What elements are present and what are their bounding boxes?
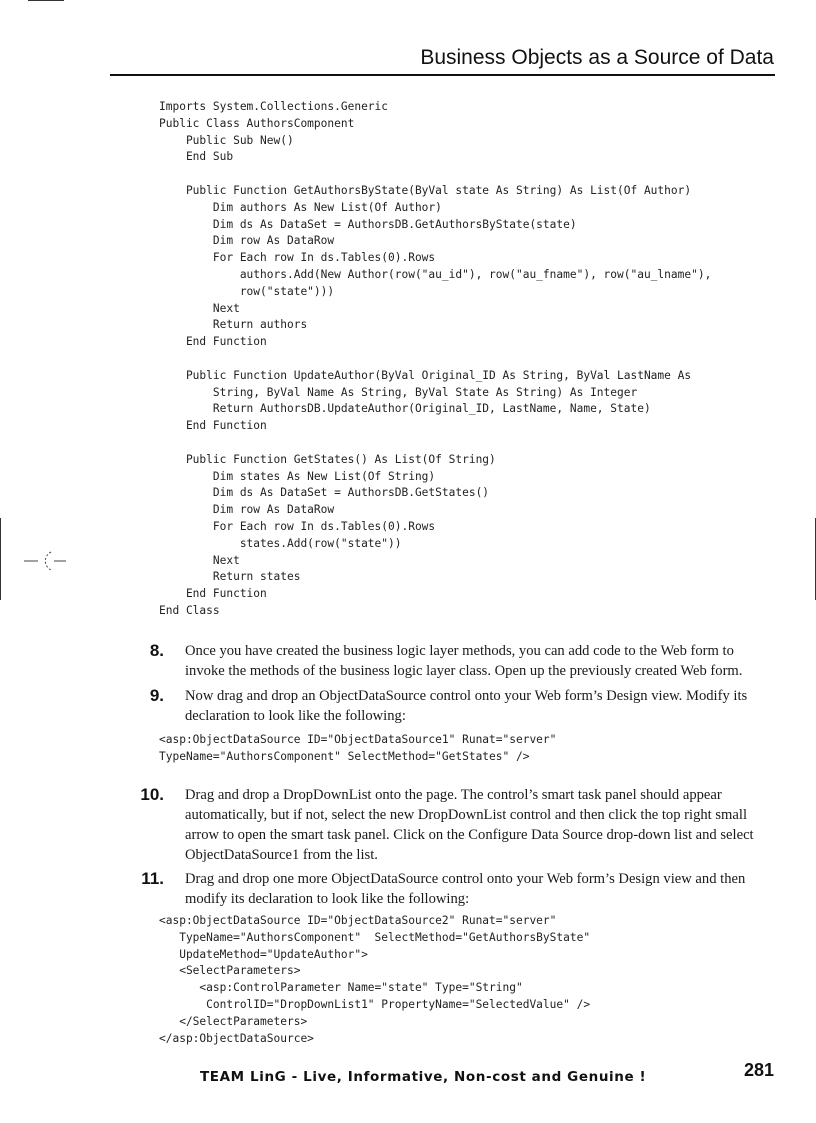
header-rule xyxy=(110,74,775,76)
page-number: 281 xyxy=(743,1060,774,1080)
code-line: UpdateMethod="UpdateAuthor"> xyxy=(159,947,368,961)
code-line: Dim ds As DataSet = AuthorsDB.GetAuthorsByState(state) xyxy=(159,217,577,231)
code-line: states.Add(row("state")) xyxy=(159,536,402,550)
running-header-title: Business Objects as a Source of Data xyxy=(420,46,774,69)
code-line: Return states xyxy=(159,570,301,584)
step-number: 11. xyxy=(141,869,164,888)
code-line: Return AuthorsDB.UpdateAuthor(Original_ID, LastName, Name, State) xyxy=(159,402,651,416)
code-line: Return authors xyxy=(159,318,308,332)
code-line xyxy=(159,435,711,452)
step-9 xyxy=(130,686,775,726)
step-text: Once you have created the business logic layer methods, you can add code to the Web form to invoke the methods of the business logic layer class. Open up the previously created Web form. xyxy=(185,643,743,679)
code-line: String, ByVal Name As String, ByVal State As String) As Integer xyxy=(159,385,638,399)
code-line: Public Function GetAuthorsByState(ByVal state As String) As List(Of Author) xyxy=(159,183,692,197)
left-margin-mark xyxy=(0,518,1,600)
code-line xyxy=(159,166,711,183)
code-line: <asp:ObjectDataSource ID="ObjectDataSource1" Runat="server" xyxy=(159,733,557,746)
code-listing-objectdatasource1 xyxy=(159,732,556,766)
step-10 xyxy=(130,785,775,865)
step-text: Drag and drop one more ObjectDataSource control onto your Web form’s Design view and then modify its declaration to look like the following: xyxy=(185,871,746,907)
code-line: End Function xyxy=(159,335,267,349)
code-line: For Each row In ds.Tables(0).Rows xyxy=(159,251,436,265)
code-line: Dim ds As DataSet = AuthorsDB.GetStates() xyxy=(159,486,490,500)
code-line: <asp:ControlParameter Name="state" Type="String" xyxy=(159,981,523,995)
code-line: Dim row As DataRow xyxy=(159,503,335,517)
code-line: Public Sub New() xyxy=(159,133,294,147)
code-line xyxy=(159,351,711,368)
code-line: Dim authors As New List(Of Author) xyxy=(159,200,442,214)
code-line: End Function xyxy=(159,587,267,601)
code-line: End Sub xyxy=(159,150,234,164)
code-line: row("state"))) xyxy=(159,284,335,298)
code-line: <asp:ObjectDataSource ID="ObjectDataSource2" Runat="server" xyxy=(159,914,557,927)
code-line: TypeName="AuthorsComponent" SelectMethod="GetStates" /> xyxy=(159,749,530,763)
step-number: 8. xyxy=(149,641,164,660)
code-line: For Each row In ds.Tables(0).Rows xyxy=(159,519,436,533)
code-line: End Function xyxy=(159,419,267,433)
step-number: 9. xyxy=(149,686,164,705)
code-line: Imports System.Collections.Generic xyxy=(159,100,389,113)
code-line: Public Function UpdateAuthor(ByVal Original_ID As String, ByVal LastName As xyxy=(159,368,692,382)
registration-mark-icon xyxy=(24,549,66,573)
code-listing-authors-component xyxy=(159,99,711,620)
code-line: <SelectParameters> xyxy=(159,964,301,978)
code-line: </asp:ObjectDataSource> xyxy=(159,1031,314,1045)
code-line: Next xyxy=(159,301,240,315)
code-line: authors.Add(New Author(row("au_id"), row("au_fname"), row("au_lname"), xyxy=(159,267,712,281)
code-line: Next xyxy=(159,553,240,567)
code-line: Dim row As DataRow xyxy=(159,234,335,248)
code-listing-objectdatasource2 xyxy=(159,913,590,1047)
code-line: Public Class AuthorsComponent xyxy=(159,116,355,130)
step-text: Now drag and drop an ObjectDataSource control onto your Web form’s Design view. Modify its declaration to look like the following: xyxy=(185,688,748,724)
footer-team-text: TEAM LinG - Live, Informative, Non-cost and Genuine ! xyxy=(200,1069,647,1085)
corner-crop-mark xyxy=(28,0,64,1)
step-8 xyxy=(130,641,775,681)
code-line: Public Function GetStates() As List(Of String) xyxy=(159,452,496,466)
code-line: </SelectParameters> xyxy=(159,1014,308,1028)
code-line: ControlID="DropDownList1" PropertyName="SelectedValue" /> xyxy=(159,997,591,1011)
code-line: Dim states As New List(Of String) xyxy=(159,469,436,483)
code-line: TypeName="AuthorsComponent" SelectMethod="GetAuthorsByState" xyxy=(159,930,591,944)
code-line: End Class xyxy=(159,603,220,617)
step-11 xyxy=(130,869,775,909)
step-text: Drag and drop a DropDownList onto the page. The control’s smart task panel should appear automatically, but if not, select the new DropDownList control and then click the top right small arrow to open the smart task panel. Click on the Configure Data Source drop-down list and select ObjectDataSource1 from the list. xyxy=(185,787,754,863)
step-number: 10. xyxy=(140,785,164,804)
